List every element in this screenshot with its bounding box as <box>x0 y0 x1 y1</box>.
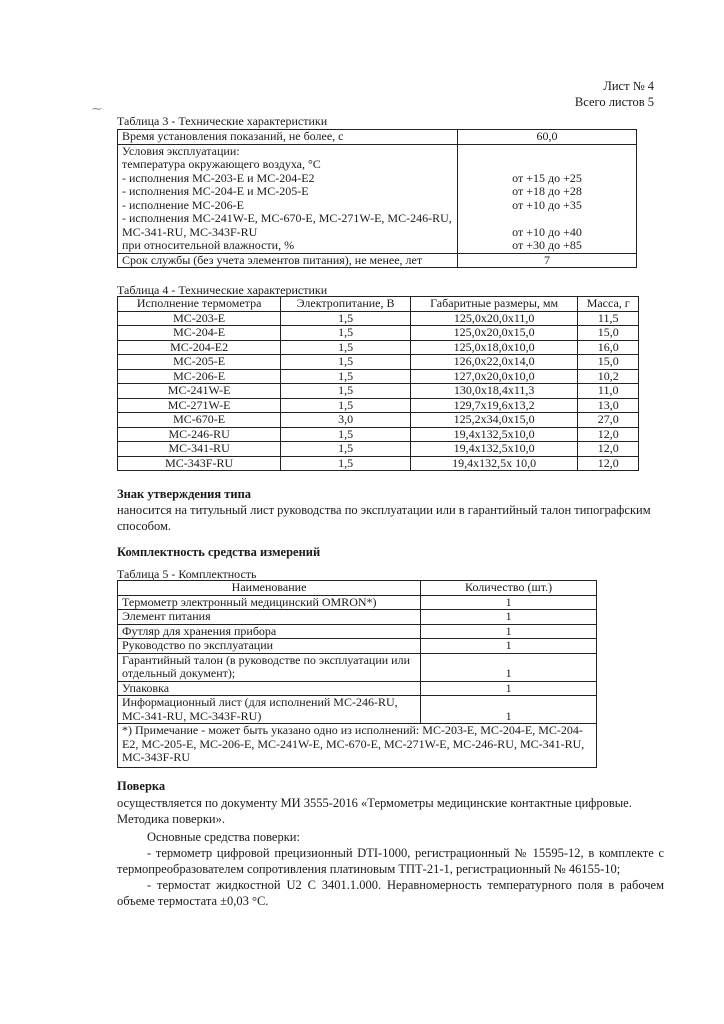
table-cell: МС-271W-Е <box>118 398 281 413</box>
table-cell: 19,4x132,5x10,0 <box>410 427 578 442</box>
sheet-label: Лист № 4 <box>603 79 654 93</box>
table-cell: МС-241W-Е <box>118 384 281 399</box>
verification-item-1: - термометр цифровой прецизионный DTI-1000, регистрационный № 15595-12, в комплекте с термопреобразователем сопротивления платиновым ТПТ-21-1, регистрационный № 46155-10; <box>117 846 664 876</box>
table-cell: 12,0 <box>578 442 639 457</box>
table-row <box>118 610 597 625</box>
table-cell: 1,5 <box>281 311 411 326</box>
table-cell: 1 <box>421 653 597 681</box>
table-row <box>118 413 639 428</box>
table-cell: 13,0 <box>578 398 639 413</box>
text-line: температура окружающего воздуха, °С <box>122 157 321 171</box>
table-row <box>118 340 639 355</box>
table-cell: Упаковка <box>118 681 421 696</box>
table-cell: 15,0 <box>578 326 639 341</box>
table-cell: Срок службы (без учета элементов питания), не менее, лет <box>118 253 458 268</box>
approval-text: наносится на титульный лист руководства по эксплуатации или в гарантийный талон типографским способом. <box>117 503 651 533</box>
table-cell: 1,5 <box>281 427 411 442</box>
table-row <box>118 398 639 413</box>
table-cell: Руководство по эксплуатации <box>118 639 421 654</box>
text-line: от +30 до +85 <box>512 238 582 252</box>
table-cell: 1 <box>421 639 597 654</box>
table-cell: 3,0 <box>281 413 411 428</box>
sheet-number <box>575 78 654 110</box>
column-header: Электропитание, В <box>281 297 411 312</box>
scan-mark: ⁓ <box>92 104 102 115</box>
table-cell: МС-204-Е2 <box>118 340 281 355</box>
text-line: Условия эксплуатации: <box>122 143 240 158</box>
table-cell: 19,4x132,5x10,0 <box>410 442 578 457</box>
table-row <box>118 144 637 253</box>
verification-title: Поверка <box>117 779 166 793</box>
table-row <box>118 311 639 326</box>
table-cell: 11,0 <box>578 384 639 399</box>
table-cell: 1,5 <box>281 384 411 399</box>
table-cell: 12,0 <box>578 456 639 471</box>
text-line: - исполнение МС-206-Е <box>122 197 244 212</box>
table-cell: МС-204-Е <box>118 326 281 341</box>
table-row <box>118 253 637 268</box>
table-cell: 12,0 <box>578 427 639 442</box>
table-header-row <box>118 297 639 312</box>
table-cell: Элемент питания <box>118 610 421 625</box>
table-cell: 1,5 <box>281 369 411 384</box>
table4 <box>117 296 639 471</box>
text-line: МС-341-RU, МС-343F-RU <box>122 224 258 239</box>
table-row <box>118 696 597 724</box>
table-cell: 7 <box>458 253 637 268</box>
table-cell: МС-341-RU <box>118 442 281 457</box>
table-row <box>118 130 637 145</box>
table-row <box>118 724 597 768</box>
table-cell: 19,4x132,5x 10,0 <box>410 456 578 471</box>
table-cell: 127,0x20,0x10,0 <box>410 369 578 384</box>
table-cell: МС-670-Е <box>118 413 281 428</box>
table-row <box>118 653 597 681</box>
table-cell: 125,0x20,0x15,0 <box>410 326 578 341</box>
table-row <box>118 427 639 442</box>
text-line: от +15 до +25 <box>512 170 582 185</box>
table-row <box>118 624 597 639</box>
table-cell: 1,5 <box>281 355 411 370</box>
text-line: от +10 до +35 <box>512 197 582 212</box>
table-cell: 60,0 <box>458 130 637 145</box>
table-cell: Термометр электронный медицинский OMRON*) <box>118 595 421 610</box>
table-cell: 27,0 <box>578 413 639 428</box>
table-cell: МС-343F-RU <box>118 456 281 471</box>
table-cell: 16,0 <box>578 340 639 355</box>
table-cell: 1 <box>421 610 597 625</box>
approval-title: Знак утверждения типа <box>117 487 252 501</box>
text-line: от +10 до +40 <box>512 224 582 239</box>
spacer <box>462 212 632 226</box>
table-cell: Футляр для хранения прибора <box>118 624 421 639</box>
verification-means-title: Основные средства поверки: <box>147 830 300 844</box>
table-row <box>118 442 639 457</box>
table-cell: 1 <box>421 681 597 696</box>
text-line: - исполнения МС-204-Е и МС-205-Е <box>122 184 309 198</box>
table5 <box>117 580 597 768</box>
table-row <box>118 639 597 654</box>
table-cell: 1,5 <box>281 442 411 457</box>
table-cell: 11,5 <box>578 311 639 326</box>
table-cell: МС-205-Е <box>118 355 281 370</box>
table-cell: 125,0x20,0x11,0 <box>410 311 578 326</box>
table-cell: 15,0 <box>578 355 639 370</box>
table-cell: 1 <box>421 595 597 610</box>
table-cell: 126,0x22,0x14,0 <box>410 355 578 370</box>
table-cell <box>118 144 458 253</box>
text-line: - исполнения МС-203-Е и МС-204-Е2 <box>122 170 315 185</box>
column-header: Масса, г <box>578 297 639 312</box>
table4-caption: Таблица 4 - Технические характеристики <box>117 283 328 297</box>
table-header-row <box>118 581 597 596</box>
table-cell: 1,5 <box>281 326 411 341</box>
table-cell: МС-246-RU <box>118 427 281 442</box>
table-cell: 1 <box>421 696 597 724</box>
verification-text: осуществляется по документу МИ 3555-2016 «Термометры медицинские контактные цифровые. Методика поверки». <box>117 796 632 826</box>
table-cell: 130,0x18,4x11,3 <box>410 384 578 399</box>
table-cell: 125,0x18,0x10,0 <box>410 340 578 355</box>
table-row <box>118 355 639 370</box>
table-row <box>118 595 597 610</box>
table-cell: Гарантийный талон (в руководстве по эксплуатации или отдельный документ); <box>118 653 421 681</box>
table-row <box>118 369 639 384</box>
column-header: Исполнение термометра <box>118 297 281 312</box>
total-sheets-label: Всего листов 5 <box>574 95 654 109</box>
table-cell: 1,5 <box>281 456 411 471</box>
table-cell <box>458 144 637 253</box>
column-header: Количество (шт.) <box>421 581 597 596</box>
table-cell: Информационный лист (для исполнений МС-246-RU, МС-341-RU, МС-343F-RU) <box>118 696 421 724</box>
text-line: - исполнения МС-241W-Е, МС-670-Е, МС-271W-Е, МС-246-RU, <box>122 211 452 225</box>
table-cell: 10,2 <box>578 369 639 384</box>
table-row <box>118 681 597 696</box>
table-row <box>118 384 639 399</box>
table-cell: Время установления показаний, не более, с <box>118 130 458 145</box>
column-header: Габаритные размеры, мм <box>410 297 578 312</box>
table-row <box>118 326 639 341</box>
table3 <box>117 129 637 268</box>
completeness-title: Комплектность средства измерений <box>117 545 321 559</box>
verification-item-2: - термостат жидкостной U2 С 3401.1.000. Неравномерность температурного поля в рабочем объеме термостата ±0,03 °С. <box>117 878 664 908</box>
table-note: *) Примечание - может быть указано одно из исполнений: МС-203-Е, МС-204-Е, МС-204-Е2, МС-205-Е, МС-206-Е, МС-241W-Е, МС-670-Е, МС-271W-Е, МС-246-RU, МС-341-RU, МС-343F-RU <box>118 724 597 768</box>
table-cell: 1 <box>421 624 597 639</box>
table-row <box>118 456 639 471</box>
table-cell: МС-206-Е <box>118 369 281 384</box>
table-cell: 1,5 <box>281 340 411 355</box>
table-cell: 129,7x19,6x13,2 <box>410 398 578 413</box>
column-header: Наименование <box>118 581 421 596</box>
table3-caption: Таблица 3 - Технические характеристики <box>117 114 328 128</box>
table5-caption: Таблица 5 - Комплектность <box>117 567 257 581</box>
table-cell: 1,5 <box>281 398 411 413</box>
text-line: от +18 до +28 <box>512 184 582 198</box>
table-cell: 125,2x34,0x15,0 <box>410 413 578 428</box>
text-line: при относительной влажности, % <box>122 238 295 252</box>
table-cell: МС-203-Е <box>118 311 281 326</box>
